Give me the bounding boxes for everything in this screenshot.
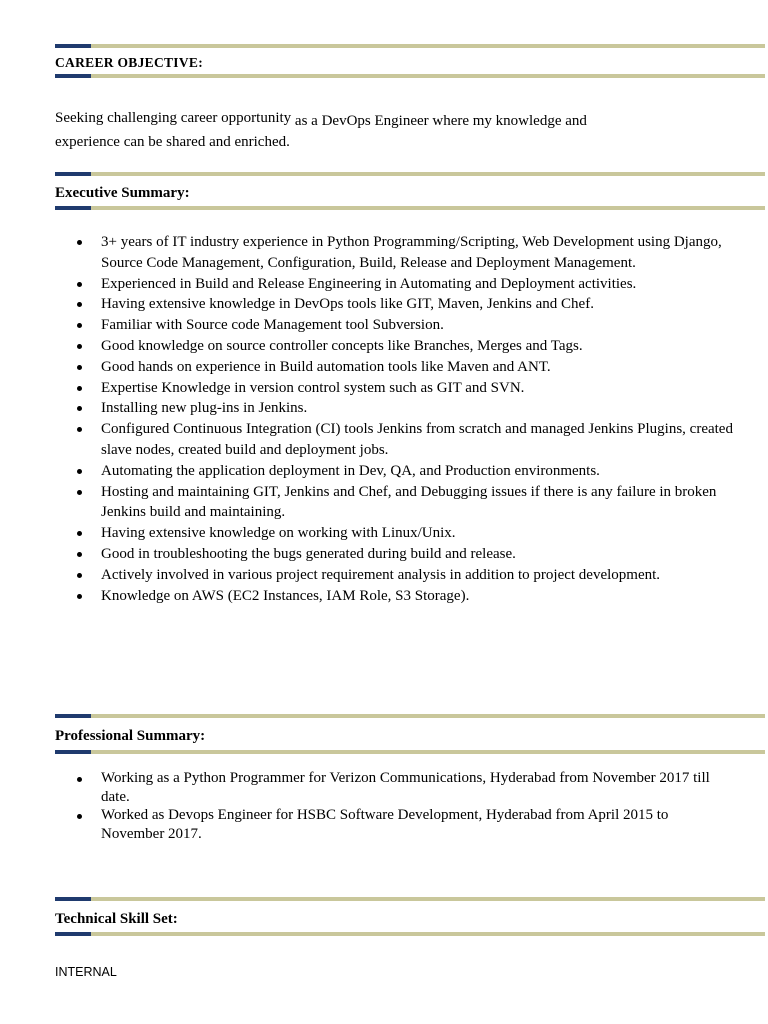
section-rule-top (55, 714, 765, 718)
list-item: Good in troubleshooting the bugs generated during build and release. (55, 544, 735, 565)
rule-accent (55, 206, 91, 210)
rule-accent (55, 897, 91, 901)
career-objective-text (55, 106, 695, 154)
career-objective-text-line2: experience can be shared and enriched. (55, 134, 290, 150)
technical-skill-set-heading: Technical Skill Set: (55, 911, 178, 927)
professional-summary-heading: Professional Summary: (55, 728, 206, 744)
classification-label: INTERNAL (55, 965, 117, 979)
list-item: Experienced in Build and Release Engineering in Automating and Deployment activities. (55, 274, 735, 295)
list-item: Worked as Devops Engineer for HSBC Software Development, Hyderabad from April 2015 to November 2017. (55, 806, 735, 843)
list-item: Installing new plug-ins in Jenkins. (55, 398, 735, 419)
rule-accent (55, 714, 91, 718)
list-item: Actively involved in various project requirement analysis in addition to project development. (55, 565, 735, 586)
rule-accent (55, 74, 91, 78)
rule-accent (55, 44, 91, 48)
list-item: Having extensive knowledge in DevOps tools like GIT, Maven, Jenkins and Chef. (55, 294, 735, 315)
list-item: Hosting and maintaining GIT, Jenkins and Chef, and Debugging issues if there is any failure in broken Jenkins build and maintaining. (55, 482, 735, 524)
list-item: Working as a Python Programmer for Verizon Communications, Hyderabad from November 2017 till date. (55, 769, 735, 806)
list-item: Configured Continuous Integration (CI) tools Jenkins from scratch and managed Jenkins Plugins, created slave nodes, created build and deployment jobs. (55, 419, 735, 461)
list-item: Expertise Knowledge in version control system such as GIT and SVN. (55, 378, 735, 399)
career-objective-text-part1: Seeking challenging career opportunity (55, 110, 292, 126)
list-item: Familiar with Source code Management tool Subversion. (55, 315, 735, 336)
section-rule-bottom (55, 932, 765, 936)
list-item: 3+ years of IT industry experience in Python Programming/Scripting, Web Development using Django, Source Code Management, Configuration, Build, Release and Deployment Management. (55, 232, 735, 274)
list-item: Automating the application deployment in Dev, QA, and Production environments. (55, 461, 735, 482)
executive-summary-list (55, 232, 735, 606)
section-rule-top (55, 44, 765, 48)
rule-accent (55, 932, 91, 936)
career-objective-heading: CAREER OBJECTIVE: (55, 55, 203, 70)
section-rule-top (55, 172, 765, 176)
rule-accent (55, 750, 91, 754)
section-rule-top (55, 897, 765, 901)
list-item: Good knowledge on source controller concepts like Branches, Merges and Tags. (55, 336, 735, 357)
executive-summary-heading: Executive Summary: (55, 185, 190, 201)
career-objective-text-part2: as a DevOps Engineer where my knowledge and (291, 113, 587, 129)
list-item: Knowledge on AWS (EC2 Instances, IAM Role, S3 Storage). (55, 586, 735, 607)
rule-accent (55, 172, 91, 176)
section-rule-bottom (55, 206, 765, 210)
section-rule-bottom (55, 74, 765, 78)
professional-summary-list (55, 769, 735, 843)
list-item: Having extensive knowledge on working with Linux/Unix. (55, 523, 735, 544)
section-rule-bottom (55, 750, 765, 754)
list-item: Good hands on experience in Build automation tools like Maven and ANT. (55, 357, 735, 378)
